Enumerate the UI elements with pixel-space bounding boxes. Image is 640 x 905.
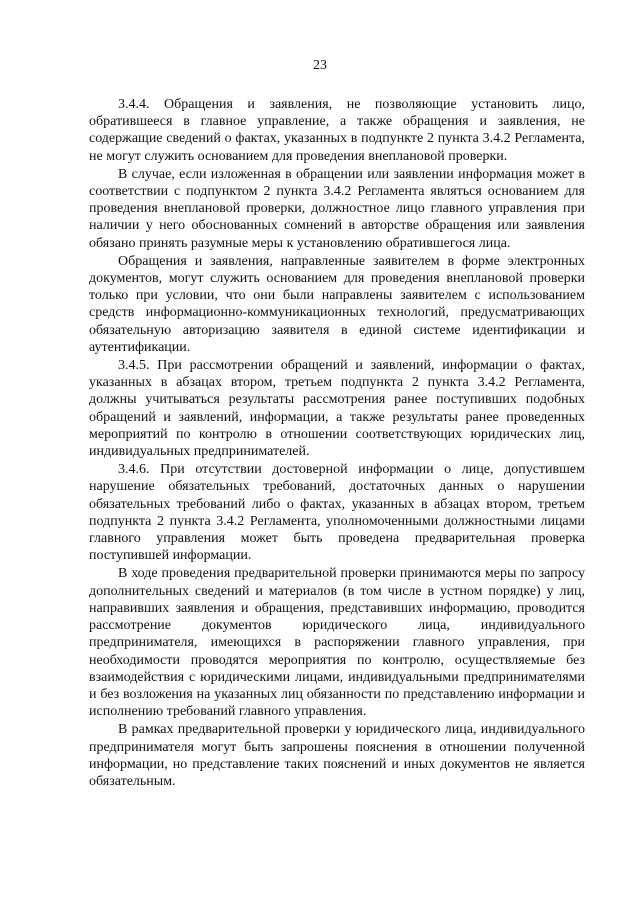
- paragraph-3-4-5: 3.4.5. При рассмотрении обращений и заявлений, информации о фактах, указанных в абзацах втором, третьем подпункта 2 пункта 3.4.2 Регламента, должны учитываться результаты рассмотрения ранее поступивших подобных обращений и заявлений, информации, а также результаты ранее проведенных мероприятий по контролю в отношении соответствующих юридических лиц, индивидуальных предпринимателей.: [89, 358, 585, 460]
- document-body: [89, 96, 585, 790]
- paragraph-electronic-documents: Обращения и заявления, направленные заявителем в форме электронных документов, могут служить основанием для проведения внеплановой проверки только при условии, что они были направлены заявителем с использованием средств информационно-коммуникационных технологий, предусматривающих обязательную авторизацию заявителя в единой системе идентификации и аутентификации.: [89, 253, 585, 355]
- paragraph-preliminary-check-measures: В ходе проведения предварительной проверки принимаются меры по запросу дополнительных сведений и материалов (в том числе в устном порядке) у лиц, направивших заявления и обращения, представивших информацию, проводится рассмотрение документов юридического лица, индивидуального предпринимателя, имеющихся в распоряжении главного управления, при необходимости проводятся мероприятия по контролю, осуществляемые без взаимодействия с юридическими лицами, индивидуальными предпринимателями и без возложения на указанных лиц обязанности по представлению информации и исполнению требований главного управления.: [89, 566, 585, 720]
- page-number: 23: [313, 58, 327, 73]
- paragraph-3-4-4: 3.4.4. Обращения и заявления, не позволяющие установить лицо, обратившееся в главное управление, а также обращения и заявления, не содержащие сведений о фактах, указанных в подпункте 2 пункта 3.4.2 Регламента, не могут служить основанием для проведения внеплановой проверки.: [89, 97, 585, 164]
- paragraph-3-4-6: 3.4.6. При отсутствии достоверной информации о лице, допустившем нарушение обязательных требований, достаточных данных о нарушении обязательных требований либо о фактах, указанных в абзацах втором, третьем подпункта 2 пункта 3.4.2 Регламента, уполномоченными должностными лицами главного управления может быть проведена предварительная проверка поступившей информации.: [89, 462, 585, 564]
- paragraph-verification-measures: В случае, если изложенная в обращении или заявлении информация может в соответствии с подпунктом 2 пункта 3.4.2 Регламента являться основанием для проведения внеплановой проверки, должностное лицо главного управления при наличии у него обоснованных сомнений в авторстве обращения или заявления обязано принять разумные меры к установлению обратившегося лица.: [89, 166, 585, 251]
- paragraph-explanations-request: В рамках предварительной проверки у юридического лица, индивидуального предпринимателя могут быть запрошены пояснения в отношении полученной информации, но представление таких пояснений и иных документов не является обязательным.: [89, 722, 585, 789]
